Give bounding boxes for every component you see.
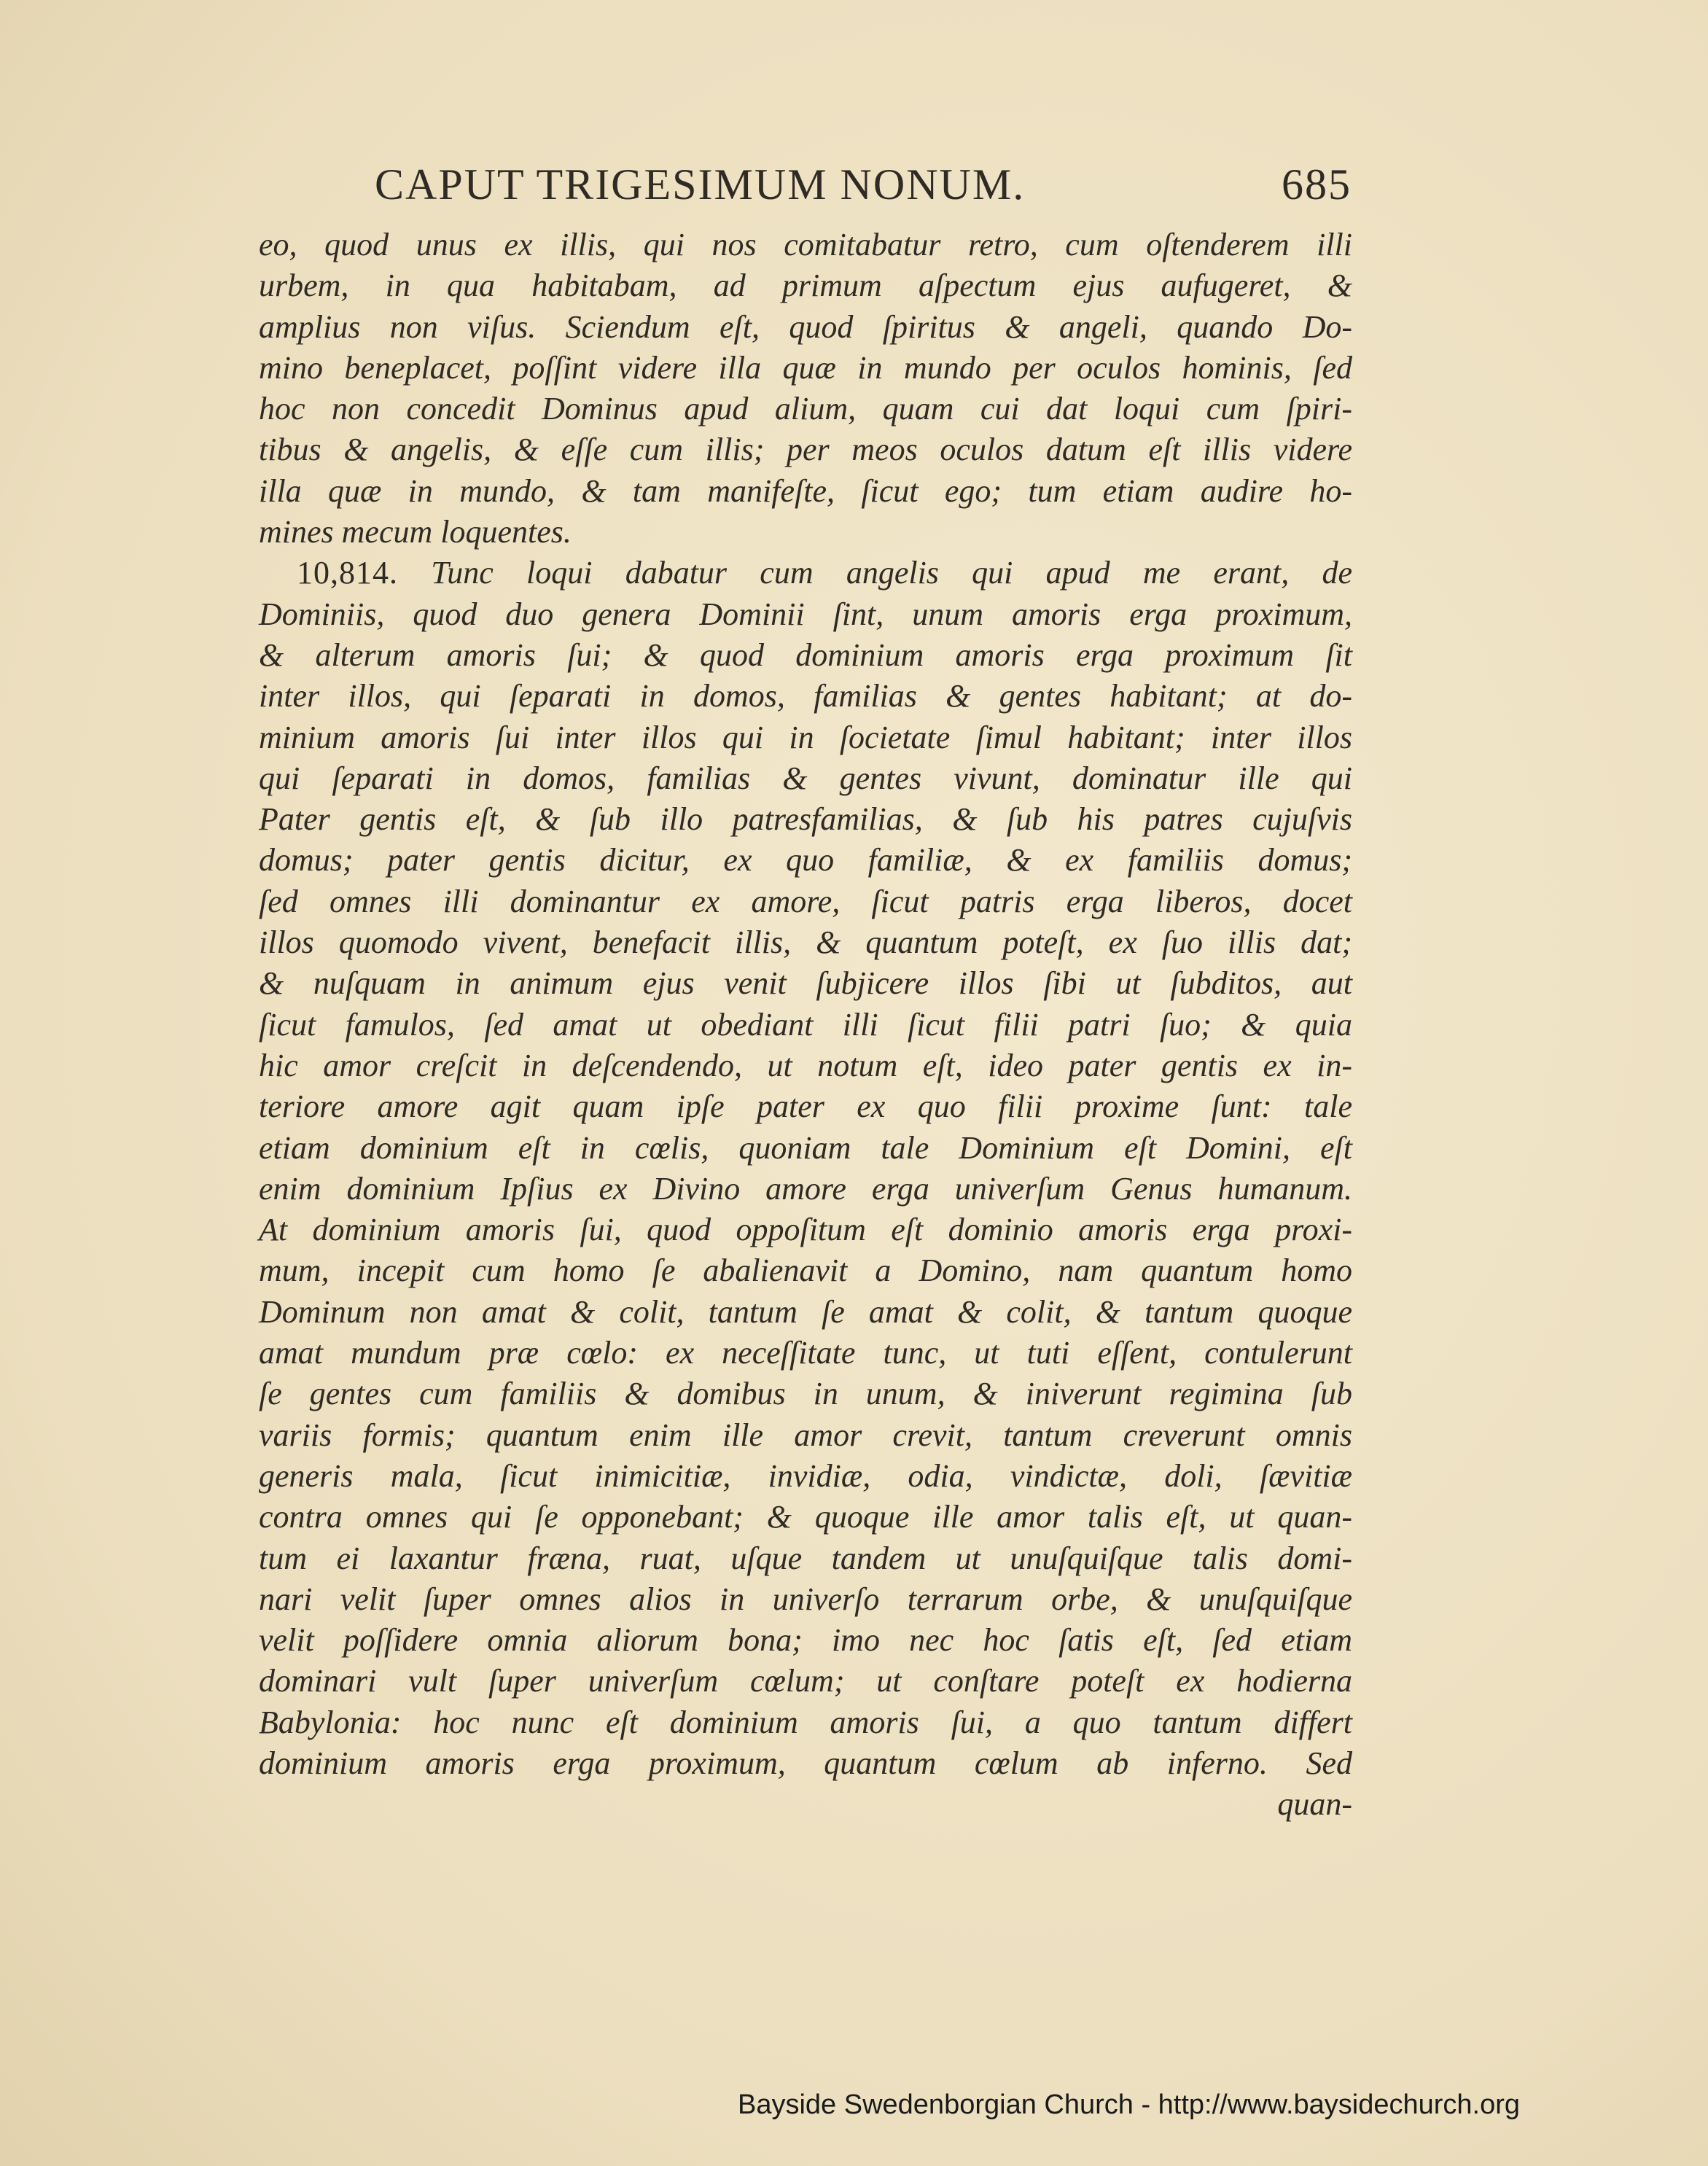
text-line: mines mecum loquentes. [259,514,572,550]
footer-credit: Bayside Swedenborgian Church - http://www.baysidechurch.org [738,2089,1521,2120]
text-line: ſicut famulos, ſed amat ut obediant illi ſicut filii patri ſuo; & quia [259,1006,1352,1043]
text-line: velit poſſidere omnia aliorum bona; imo nec hoc ſatis eſt, ſed etiam [259,1622,1352,1659]
paragraph-start-line [259,553,1352,593]
text-line: domus; pater gentis dicitur, ex quo familiæ, & ex familiis domus; [259,842,1352,879]
text-line: Dominiis, quod duo genera Dominii ſint, unum amoris erga proximum, [259,596,1352,632]
text-line: enim dominium Ipſius ex Divino amore erga univerſum Genus humanum. [259,1170,1352,1207]
text-line: Pater gentis eſt, & ſub illo patresfamilias, & ſub his patres cujuſvis [259,801,1352,838]
text-line: contra omnes qui ſe opponebant; & quoque ille amor talis eſt, ut quan- [259,1499,1352,1535]
text-line: dominari vult ſuper univerſum cœlum; ut conſtare poteſt ex hodierna [259,1663,1352,1699]
text-line: eo, quod unus ex illis, qui nos comitabatur retro, cum oſtenderem illi [259,227,1352,262]
text-line: illa quæ in mundo, & tam manifeſte, ſicut ego; tum etiam audire ho- [259,472,1352,509]
text-line: & alterum amoris ſui; & quod dominium amoris erga proximum ſit [259,636,1352,673]
text-line: minium amoris ſui inter illos qui in ſocietate ſimul habitant; inter illos [259,719,1352,755]
text-line: ſed omnes illi dominantur ex amore, ſicut patris erga liberos, docet [259,883,1352,919]
page-header [375,155,1352,214]
text-line: illos quomodo vivent, benefacit illis, & quantum poteſt, ex ſuo illis dat; [259,924,1352,961]
text-line: tum ei laxantur fræna, ruat, uſque tandem ut unuſquiſque talis domi- [259,1540,1352,1576]
text-line: hoc non concedit Dominus apud alium, quam cui dat loqui cum ſpiri- [259,391,1352,427]
page-number: 685 [1282,160,1352,209]
text-line: amplius non viſus. Sciendum eſt, quod ſpiritus & angeli, quando Do- [259,308,1352,345]
text-line: etiam dominium eſt in cœlis, quoniam tale Dominium eſt Domini, eſt [259,1129,1352,1166]
text-line: teriore amore agit quam ipſe pater ex quo filii proxime ſunt: tale [259,1088,1352,1125]
text-line: Babylonia: hoc nunc eſt dominium amoris ſui, a quo tantum differt [259,1704,1352,1740]
body-text [259,225,1352,1826]
text-line: ſe gentes cum familiis & domibus in unum, & iniverunt regimina ſub [259,1376,1352,1412]
text-line: generis mala, ſicut inimicitiæ, invidiæ, odia, vindictæ, doli, ſævitiæ [259,1457,1352,1494]
text-line: urbem, in qua habitabam, ad primum aſpectum ejus aufugeret, & [259,268,1352,304]
text-line: Dominum non amat & colit, tantum ſe amat & colit, & tantum quoque [259,1293,1352,1330]
text-line: At dominium amoris ſui, quod oppoſitum eſt dominio amoris erga proxi- [259,1212,1352,1248]
text-line: qui ſeparati in domos, familias & gentes vivunt, dominatur ille qui [259,760,1352,796]
text-line-content: Tunc loqui dabatur cum angelis qui apud me erant, de [431,555,1352,591]
text-line: amat mundum præ cœlo: ex neceſſitate tunc, ut tuti eſſent, contulerunt [259,1335,1352,1371]
text-line: tibus & angelis, & eſſe cum illis; per meos oculos datum eſt illis videre [259,432,1352,468]
text-line: mino beneplacet, poſſint videre illa quæ in mundo per oculos hominis, ſed [259,349,1352,386]
text-line: variis formis; quantum enim ille amor crevit, tantum creverunt omnis [259,1417,1352,1453]
text-line: nari velit ſuper omnes alios in univerſo terrarum orbe, & unuſquiſque [259,1581,1352,1617]
paragraph-number: 10,814. [297,555,398,591]
running-title: CAPUT TRIGESIMUM NONUM. [375,160,1026,209]
text-line: inter illos, qui ſeparati in domos, familias & gentes habitant; at do- [259,678,1352,714]
text-line: & nuſquam in animum ejus venit ſubjicere illos ſibi ut ſubditos, aut [259,965,1352,1002]
catchword: quan- [1277,1786,1352,1823]
text-line: dominium amoris erga proximum, quantum cœlum ab inferno. Sed [259,1745,1352,1781]
text-line: mum, incepit cum homo ſe abalienavit a Domino, nam quantum homo [259,1253,1352,1289]
text-line: hic amor creſcit in deſcendendo, ut notum eſt, ideo pater gentis ex in- [259,1047,1352,1083]
